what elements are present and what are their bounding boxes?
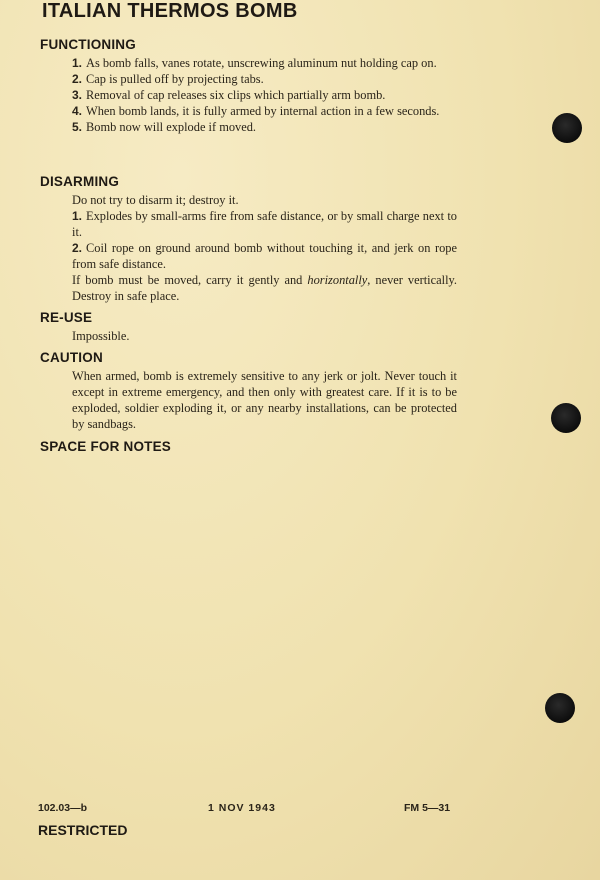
- notes-heading: SPACE FOR NOTES: [40, 439, 172, 454]
- disarming-heading: DISARMING: [40, 174, 120, 189]
- caution-heading: CAUTION: [40, 350, 103, 365]
- document-date: 1 NOV 1943: [208, 802, 276, 814]
- punch-hole: [545, 693, 575, 723]
- reuse-section: [72, 328, 457, 344]
- reuse-text: Impossible.: [72, 329, 130, 343]
- list-item: 1. Explodes by small-arms fire from safe distance, or by small charge next to it.: [72, 209, 457, 239]
- caution-text: When armed, bomb is extremely sensitive to any jerk or jolt. Never touch it except in extreme emergency, and then only with greatest care. If it is to be exploded, soldier exploding it, or any nearby installations, can be protected by sandbags.: [72, 369, 457, 431]
- punch-hole: [551, 403, 581, 433]
- reuse-heading: RE-USE: [40, 310, 93, 325]
- punch-hole: [552, 113, 582, 143]
- list-item: 2. Cap is pulled off by projecting tabs.: [72, 72, 264, 86]
- restricted-label: RESTRICTED: [38, 822, 128, 838]
- list-item: 2. Coil rope on ground around bomb without touching it, and jerk on rope from safe distance.: [72, 241, 457, 271]
- disarming-intro: Do not try to disarm it; destroy it.: [72, 193, 239, 207]
- list-item: 5. Bomb now will explode if moved.: [72, 120, 257, 134]
- list-item: 4. When bomb lands, it is fully armed by internal action in a few seconds.: [72, 104, 440, 118]
- caution-section: [72, 368, 457, 432]
- functioning-heading: FUNCTIONING: [40, 37, 136, 52]
- functioning-section: [72, 55, 457, 135]
- field-manual-number: FM 5—31: [404, 802, 451, 814]
- page-title: ITALIAN THERMOS BOMB: [42, 0, 298, 22]
- list-item: 1. As bomb falls, vanes rotate, unscrewing aluminum nut holding cap on.: [72, 56, 437, 70]
- disarming-note: If bomb must be moved, carry it gently and horizontally, never vertically. Destroy in safe place.: [72, 273, 457, 303]
- list-item: 3. Removal of cap releases six clips which partially arm bomb.: [72, 88, 386, 102]
- document-code: 102.03—b: [38, 802, 88, 814]
- disarming-section: [72, 192, 457, 304]
